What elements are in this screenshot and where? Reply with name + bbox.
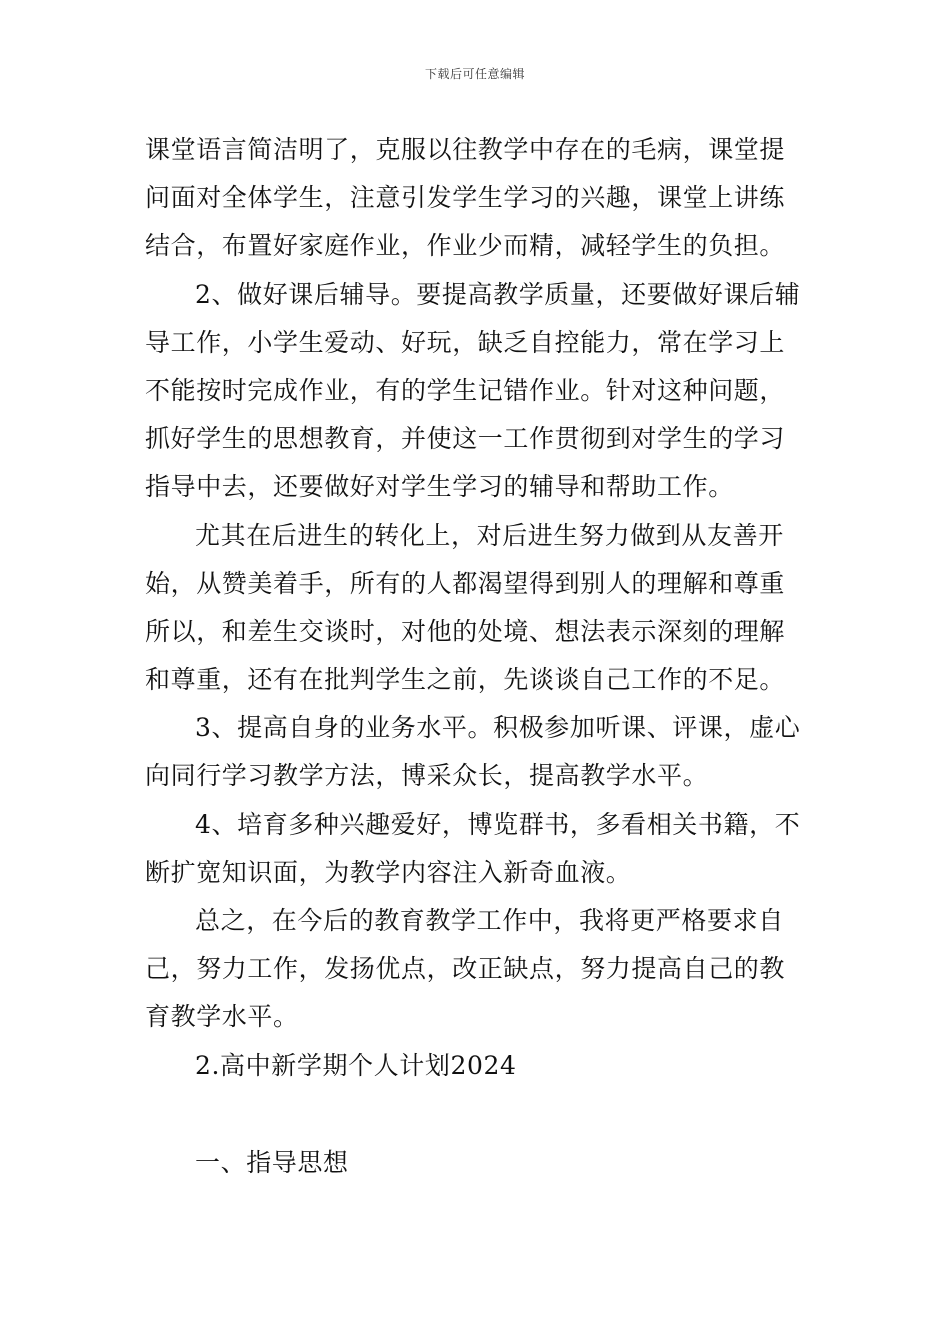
body-line: 和尊重，还有在批判学生之前，先谈谈自己工作的不足。 (145, 665, 786, 695)
page-header: 下载后可任意编辑 (424, 67, 525, 81)
body-line: 2、做好课后辅导。要提高教学质量，还要做好课后辅 (195, 279, 801, 309)
document-body (145, 126, 810, 1187)
body-line: 课堂语言简洁明了，克服以往教学中存在的毛病，课堂提 (145, 135, 786, 164)
body-line: 结合，布置好家庭作业，作业少而精，减轻学生的负担。 (145, 231, 786, 261)
body-line: 指导中去，还要做好对学生学习的辅导和帮助工作。 (145, 472, 734, 502)
body-line: 向同行学习教学方法，博采众长，提高教学水平。 (145, 761, 709, 791)
body-line: 导工作，小学生爱动、好玩，缺乏自控能力，常在学习上 (145, 327, 786, 357)
spacer (145, 1090, 810, 1139)
body-line: 不能按时完成作业，有的学生记错作业。针对这种问题， (145, 375, 786, 405)
body-line: 育教学水平。 (145, 1002, 299, 1032)
body-line: 抓好学生的思想教育，并使这一工作贯彻到对学生的学习 (145, 424, 786, 454)
body-line: 问面对全体学生，注意引发学生学习的兴趣，课堂上讲练 (145, 183, 786, 213)
body-line: 4、培育多种兴趣爱好，博览群书，多看相关书籍，不 (195, 809, 801, 839)
body-line: 总之，在今后的教育教学工作中，我将更严格要求自 (195, 906, 784, 935)
body-line: 所以，和差生交谈时，对他的处境、想法表示深刻的理解 (145, 616, 786, 646)
section-title: 2.高中新学期个人计划2024 (195, 1050, 517, 1080)
body-line: 断扩宽知识面，为教学内容注入新奇血液。 (145, 857, 632, 887)
section-heading: 一、指导思想 (195, 1147, 349, 1177)
body-line: 己，努力工作，发扬优点，改正缺点，努力提高自己的教 (145, 954, 786, 984)
body-line: 3、提高自身的业务水平。积极参加听课、评课，虚心 (195, 713, 801, 743)
body-line: 始，从赞美着手，所有的人都渴望得到别人的理解和尊重 (145, 568, 786, 598)
body-line: 尤其在后进生的转化上，对后进生努力做到从友善开 (195, 520, 784, 550)
